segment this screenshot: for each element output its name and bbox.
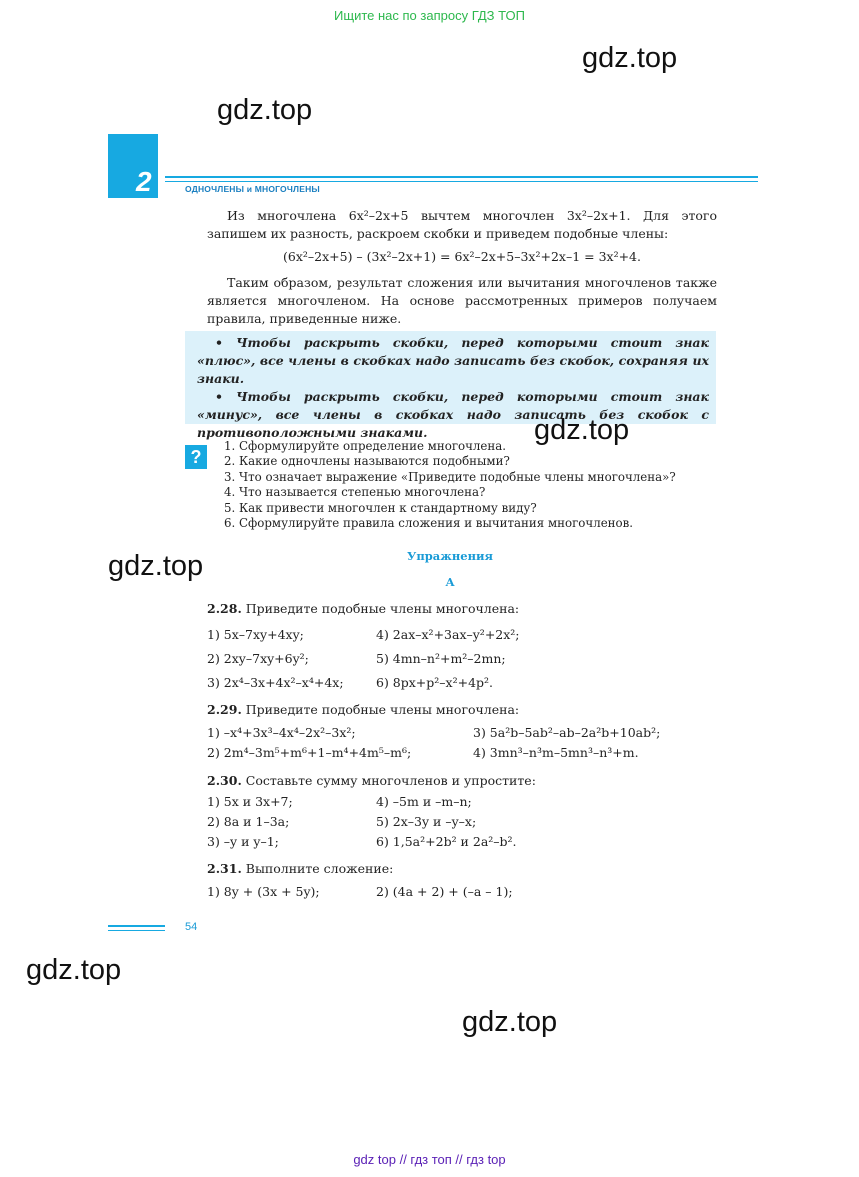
exercise-item: 4) 2ax–x²+3ax–y²+2x²; <box>376 627 520 642</box>
question-icon: ? <box>185 445 207 469</box>
conclusion-paragraph: Таким образом, результат сложения или вычитания многочленов также является многочленом. На основе рассмотренных примеров получаем правила, приведенные ниже. <box>207 275 717 326</box>
exercise-instruction: Составьте сумму многочленов и упростите: <box>245 773 536 788</box>
header-rule <box>165 176 758 178</box>
exercise-item: 2) 2m⁴–3m⁵+m⁶+1–m⁴+4m⁵–m⁶; <box>207 745 412 760</box>
exercise-item: 4) 3mn³–n³m–5mn³–n³+m. <box>473 745 639 760</box>
exercise-number: 2.30. <box>207 773 242 788</box>
exercises-heading: Упражнения <box>406 549 494 563</box>
exercise-item: 4) –5m и –m–n; <box>376 794 472 809</box>
exercise-2-31-title <box>207 861 393 876</box>
question-item: 3. Что означает выражение «Приведите подобные члены многочлена»? <box>224 469 676 484</box>
footer-rule <box>108 925 165 927</box>
exercise-number: 2.28. <box>207 601 242 616</box>
exercise-item: 1) –x⁴+3x³–4x⁴–2x²–3x²; <box>207 725 356 740</box>
exercise-2-30-title <box>207 773 536 788</box>
exercise-item: 5) 2x–3y и –y–x; <box>376 814 477 829</box>
question-item: 6. Сформулируйте правила сложения и вычитания многочленов. <box>224 516 634 531</box>
chapter-number: 2 <box>136 166 152 197</box>
exercise-instruction: Приведите подобные члены многочлена: <box>245 601 520 616</box>
exercise-instruction: Приведите подобные члены многочлена: <box>245 702 520 717</box>
exercise-instruction: Выполните сложение: <box>245 861 394 876</box>
question-item: 2. Какие одночлены называются подобными? <box>224 454 510 469</box>
watermark: gdz.top <box>217 94 313 126</box>
watermark: gdz.top <box>26 954 122 986</box>
chapter-title: ОДНОЧЛЕНЫ и МНОГОЧЛЕНЫ <box>185 184 320 194</box>
watermark: gdz.top <box>462 1006 558 1038</box>
rules-text <box>197 334 709 442</box>
question-item: 5. Как привести многочлен к стандартному виду? <box>224 500 537 515</box>
exercise-item: 6) 8px+p²–x²+4p². <box>376 675 494 690</box>
level-heading: А <box>445 575 455 589</box>
questions-list <box>224 439 676 531</box>
exercise-2-29-title <box>207 702 519 717</box>
exercise-item: 1) 5x и 3x+7; <box>207 794 293 809</box>
rule-plus: • Чтобы раскрыть скобки, перед которыми стоит знак «плюс», все члены в скобках надо записать без скобок, сохраняя их знаки. <box>197 335 709 386</box>
exercise-item: 1) 8y + (3x + 5y); <box>207 884 320 899</box>
question-item: 4. Что называется степенью многочлена? <box>224 485 486 500</box>
exercise-item: 2) 2xy–7xy+6y²; <box>207 651 309 666</box>
question-item: 1. Сформулируйте определение многочлена. <box>224 439 507 453</box>
exercise-item: 2) (4a + 2) + (–a – 1); <box>376 884 513 899</box>
intro-paragraph: Из многочлена 6x²–2x+5 вычтем многочлен 3x²–2x+1. Для этого запишем их разность, раскроем скобки и приведем подобные члены: <box>207 208 717 241</box>
watermark: gdz.top <box>108 550 204 582</box>
exercise-item: 1) 5x–7xy+4xy; <box>207 627 304 642</box>
rule-minus: • Чтобы раскрыть скобки, перед которыми стоит знак «минус», все члены в скобках надо записать без скобок с противоположными знаками. <box>197 389 709 440</box>
bottom-links[interactable]: gdz top // гдз топ // гдз top <box>353 1152 506 1167</box>
exercise-item: 3) 5a²b–5ab²–ab–2a²b+10ab²; <box>473 725 661 740</box>
exercise-item: 2) 8a и 1–3a; <box>207 814 290 829</box>
page-number: 54 <box>185 921 198 933</box>
watermark: gdz.top <box>534 414 630 446</box>
formula: (6x²–2x+5) – (3x²–2x+1) = 6x²–2x+5–3x²+2x–1 = 3x²+4. <box>283 249 641 264</box>
exercise-item: 5) 4mn–n²+m²–2mn; <box>376 651 506 666</box>
exercise-item: 3) –y и y–1; <box>207 834 279 849</box>
header-rule <box>165 181 758 182</box>
footer-rule <box>108 930 165 931</box>
exercise-number: 2.29. <box>207 702 242 717</box>
watermark: gdz.top <box>582 42 678 74</box>
exercise-item: 6) 1,5a²+2b² и 2a²–b². <box>376 834 517 849</box>
exercise-2-28-title <box>207 601 519 616</box>
exercise-item: 3) 2x⁴–3x+4x²–x⁴+4x; <box>207 675 344 690</box>
top-search-link[interactable]: Ищите нас по запросу ГДЗ ТОП <box>334 8 525 23</box>
exercise-number: 2.31. <box>207 861 242 876</box>
